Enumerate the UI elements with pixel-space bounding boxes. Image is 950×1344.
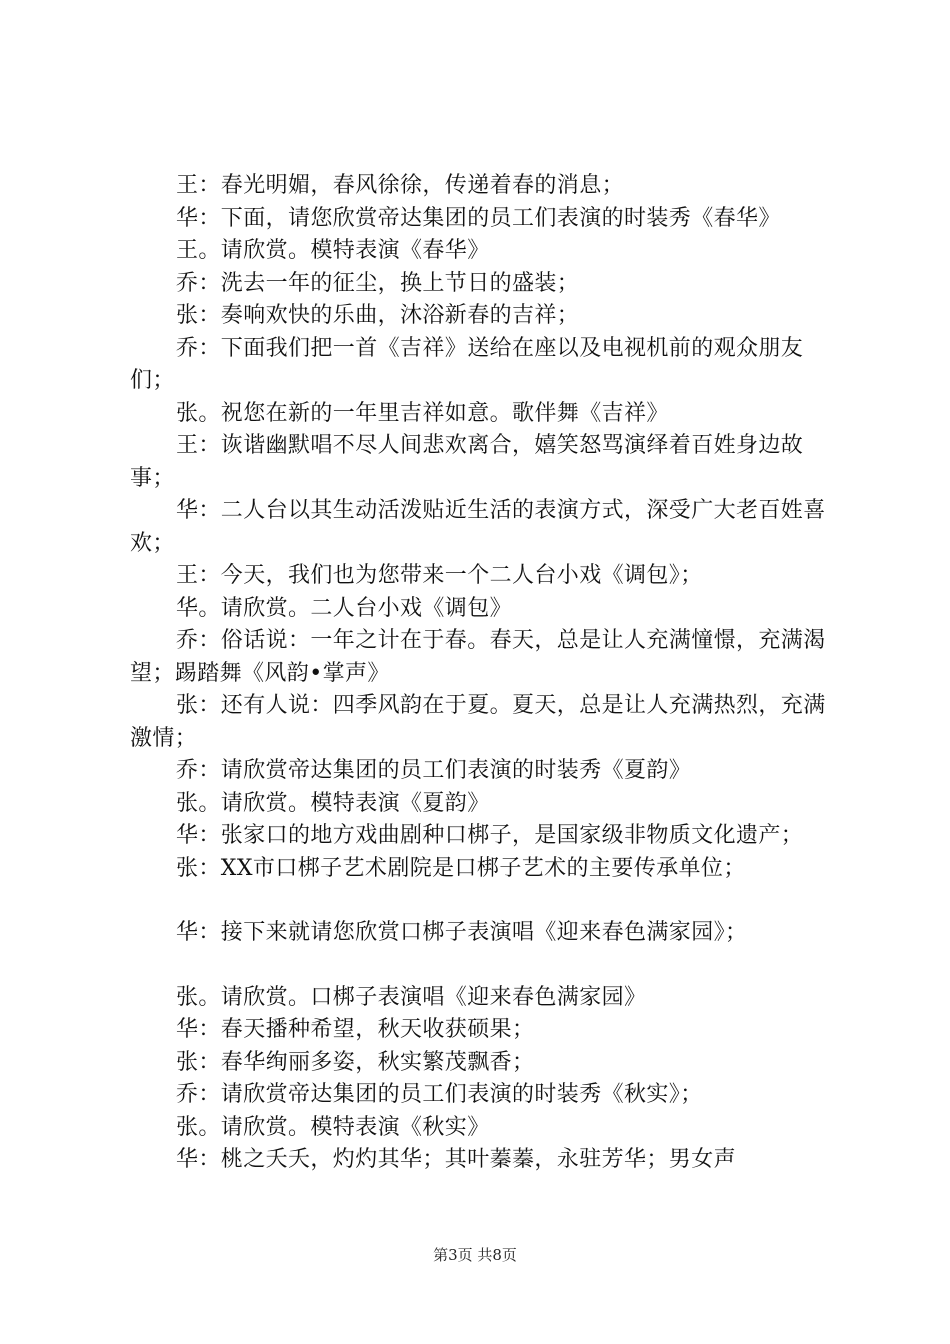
paragraph: 华：张家口的地方戏曲剧种口梆子，是国家级非物质文化遗产； bbox=[176, 823, 804, 848]
paragraph: 乔：请欣赏帝达集团的员工们表演的时装秀《秋实》； bbox=[176, 1082, 703, 1107]
paragraph: 华：下面，请您欣赏帝达集团的员工们表演的时装秀《春华》 bbox=[176, 205, 781, 231]
page-number-footer: 第3页 共8页 bbox=[433, 1246, 517, 1264]
paragraph: 王：春光明媚，春风徐徐，传递着春的消息； bbox=[176, 173, 625, 198]
paragraph: 华：春天播种希望，秋天收获硕果； bbox=[176, 1017, 535, 1042]
paragraph: 华：接下来就请您欣赏口梆子表演唱《迎来春色满家园》； bbox=[176, 920, 748, 945]
paragraph: 王。请欣赏。模特表演《春华》 bbox=[176, 238, 490, 263]
paragraph: 张。祝您在新的一年里吉祥如意。歌伴舞《吉祥》 bbox=[176, 400, 669, 426]
paragraph: 张：还有人说：四季风韵在于夏。夏天，总是让人充满热烈，充满激情； bbox=[130, 693, 826, 751]
paragraph: 王：诙谐幽默唱不尽人间悲欢离合，嬉笑怒骂演绎着百姓身边故事； bbox=[130, 433, 804, 491]
paragraph: 华：桃之夭夭，灼灼其华；其叶蓁蓁，永驻芳华；男女声 bbox=[176, 1147, 737, 1172]
paragraph: 王：今天，我们也为您带来一个二人台小戏《调包》； bbox=[176, 563, 703, 588]
paragraph: 华：二人台以其生动活泼贴近生活的表演方式，深受广大老百姓喜欢； bbox=[130, 498, 826, 556]
paragraph: 张。请欣赏。模特表演《秋实》 bbox=[176, 1114, 490, 1140]
paragraph: 乔：俗话说：一年之计在于春。春天，总是让人充满憧憬，充满渴望；踢踏舞《风韵•掌声》 bbox=[130, 628, 826, 686]
paragraph: 张：春华绚丽多姿，秋实繁茂飘香； bbox=[176, 1049, 535, 1075]
paragraph: 张：XX市口梆子艺术剧院是口梆子艺术的主要传承单位； bbox=[176, 855, 746, 881]
paragraph: 张。请欣赏。模特表演《夏韵》 bbox=[176, 790, 490, 816]
paragraph: 张。请欣赏。口梆子表演唱《迎来春色满家园》 bbox=[176, 984, 647, 1010]
paragraph: 乔：下面我们把一首《吉祥》送给在座以及电视机前的观众朋友们； bbox=[130, 335, 804, 393]
paragraph: 乔：请欣赏帝达集团的员工们表演的时装秀《夏韵》 bbox=[176, 758, 692, 783]
script-body bbox=[130, 170, 845, 1177]
paragraph: 华。请欣赏。二人台小戏《调包》 bbox=[176, 595, 513, 621]
paragraph: 乔：洗去一年的征尘，换上节日的盛装； bbox=[176, 270, 580, 296]
paragraph: 张：奏响欢快的乐曲，沐浴新春的吉祥； bbox=[176, 303, 580, 328]
